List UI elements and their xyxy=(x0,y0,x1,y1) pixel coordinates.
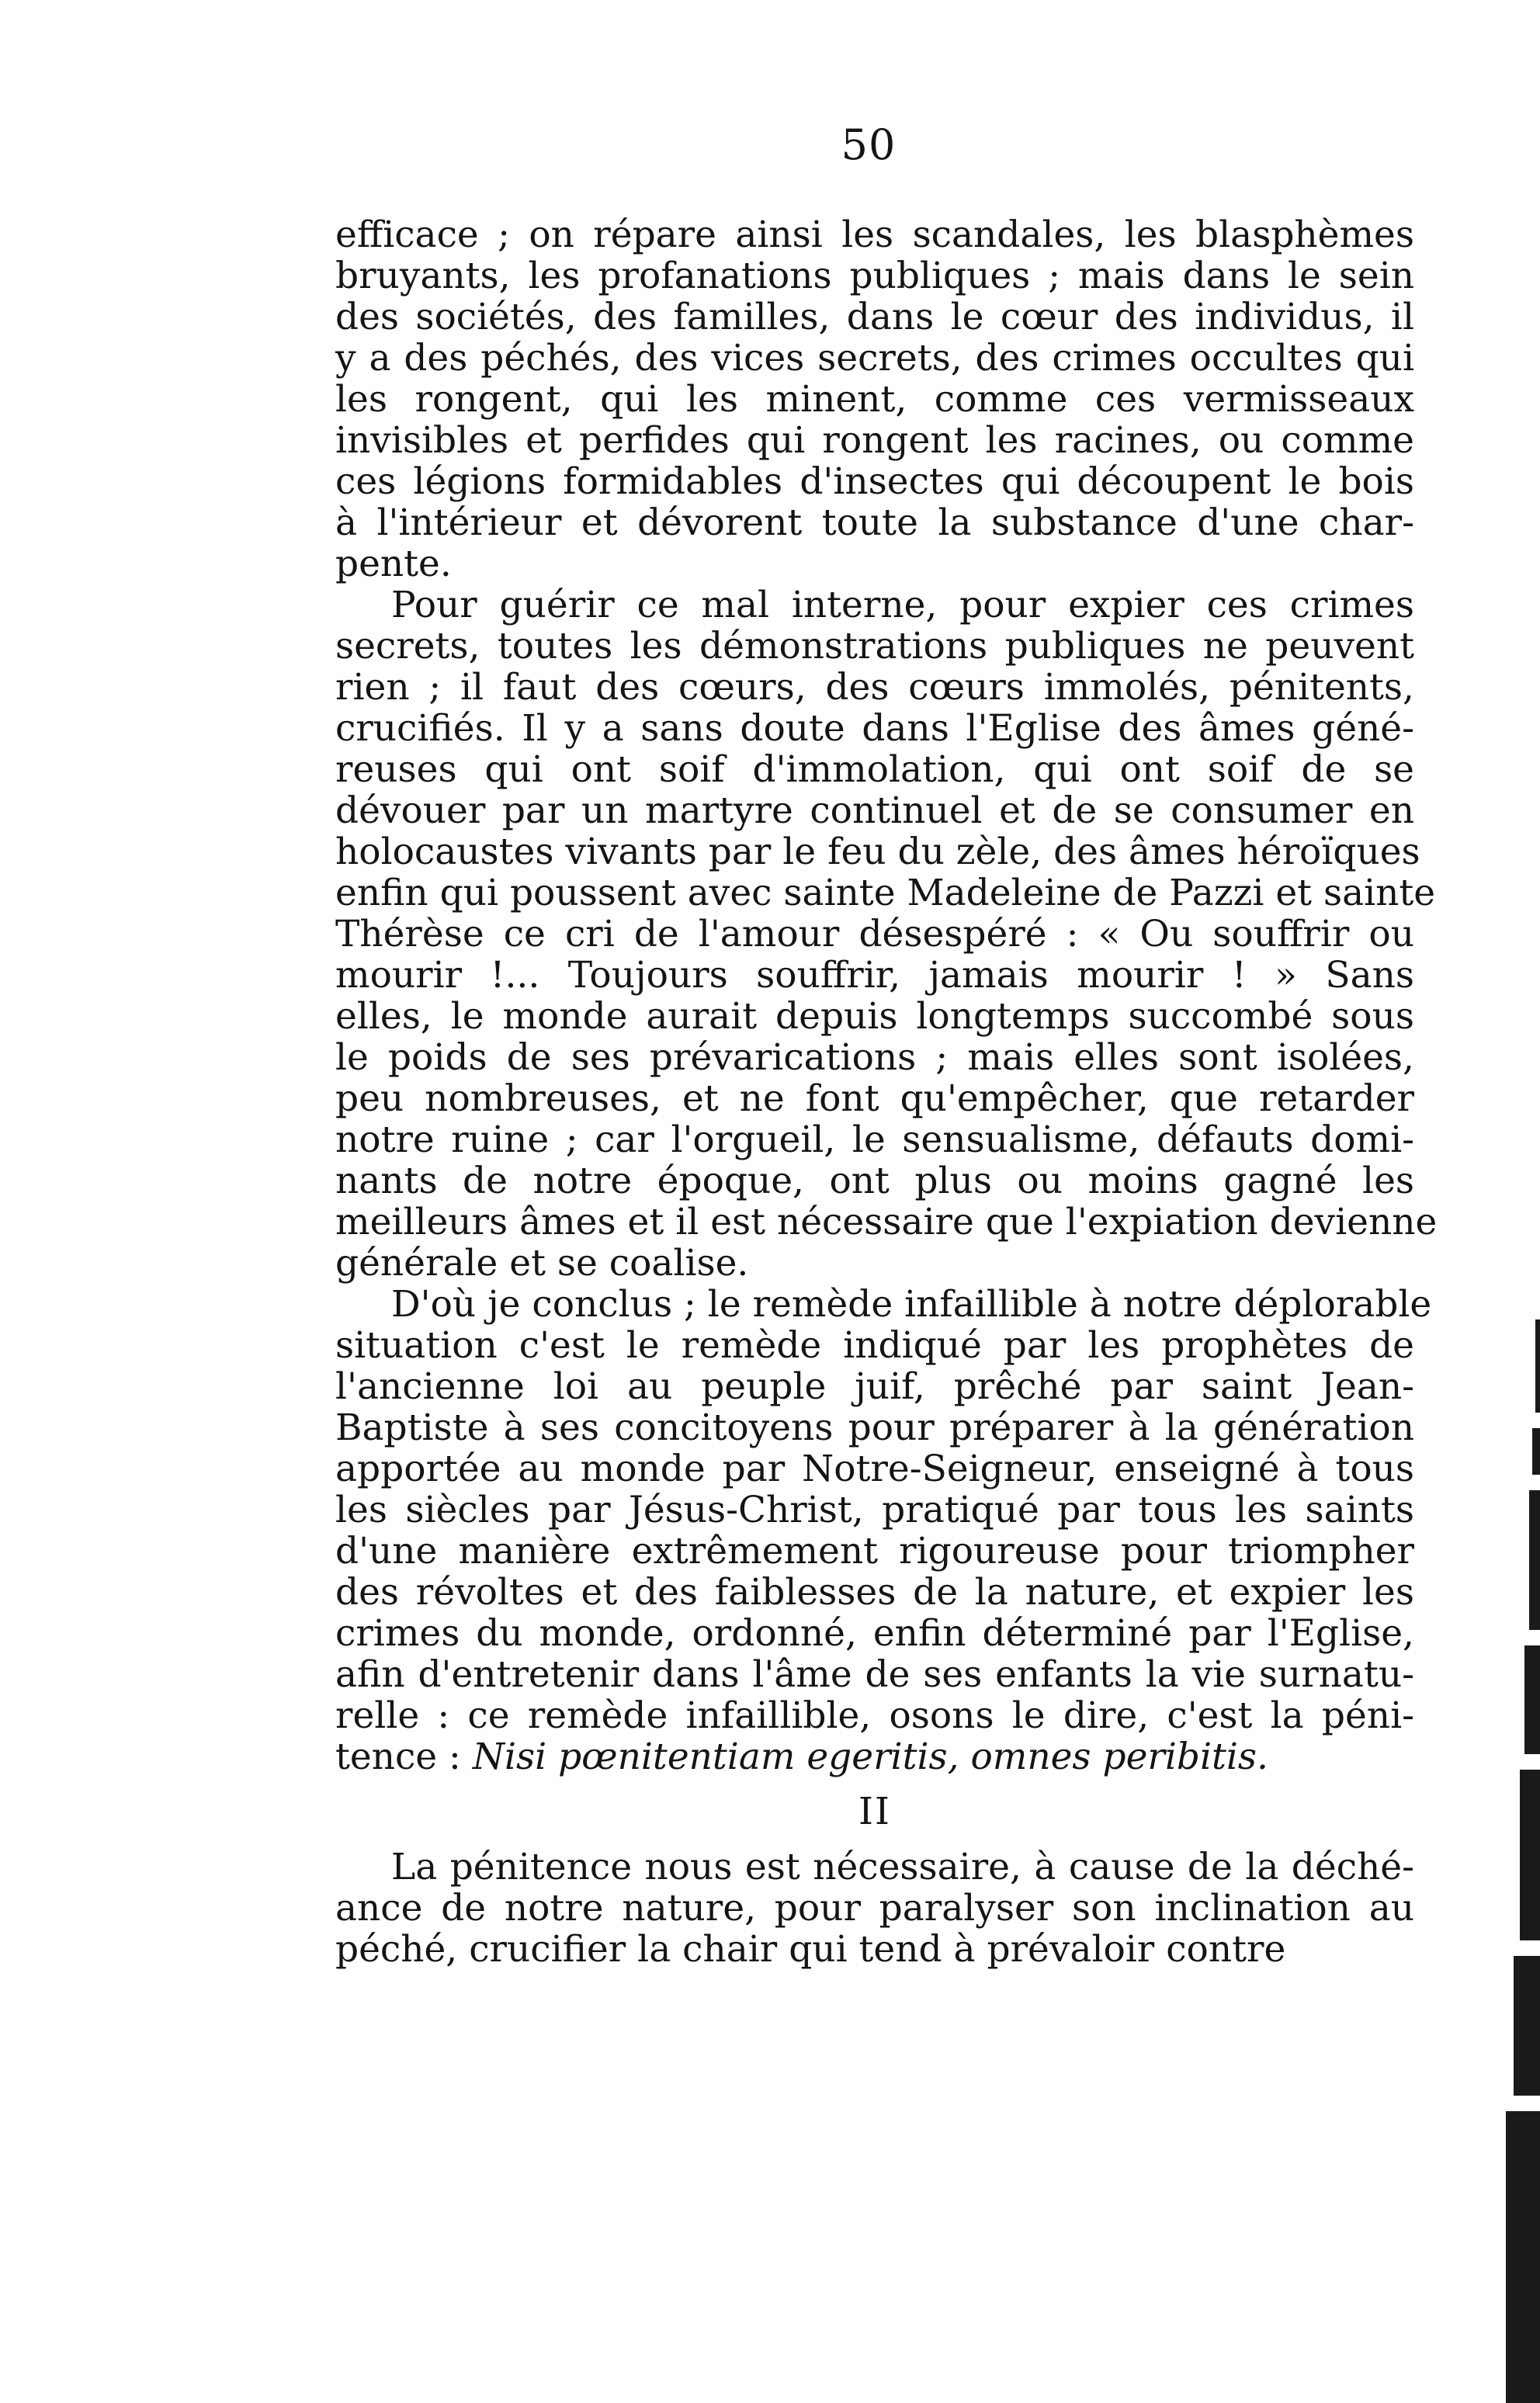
text-line: D'où je conclus ; le remède infaillible à notre déplorable xyxy=(391,1283,1432,1326)
text-line: mourir !... Toujours souffrir, jamais mourir ! » Sans xyxy=(335,954,1414,997)
text-line: Baptiste à ses concitoyens pour préparer à la génération xyxy=(335,1406,1414,1449)
text-line: d'une manière extrêmement rigoureuse pour triompher xyxy=(335,1530,1414,1573)
paragraph-1 xyxy=(335,214,1414,584)
text-fragment: tence : xyxy=(335,1736,473,1778)
text-line: holocaustes vivants par le feu du zèle, des âmes héroïques xyxy=(335,830,1420,873)
text-line: pente. xyxy=(335,543,452,585)
paragraph-2 xyxy=(335,584,1438,1285)
text-line: secrets, toutes les démonstrations publiques ne peuvent xyxy=(335,625,1414,668)
text-line: à l'intérieur et dévorent toute la substance d'une char- xyxy=(335,501,1414,544)
binding-edge-shadow xyxy=(1493,1319,1540,2403)
text-line: apportée au monde par Notre-Seigneur, enseigné à tous xyxy=(335,1448,1414,1490)
text-line: notre ruine ; car l'orgueil, le sensualisme, défauts domi- xyxy=(335,1118,1414,1161)
edge-strip xyxy=(1514,1956,1540,2096)
paragraph-3 xyxy=(335,1283,1432,1778)
edge-strip xyxy=(1506,2111,1540,2403)
text-line: crucifiés. Il y a sans doute dans l'Eglise des âmes géné- xyxy=(335,707,1414,750)
edge-strip xyxy=(1524,1645,1540,1754)
text-line: rien ; il faut des cœurs, des cœurs immolés, pénitents, xyxy=(335,666,1414,709)
text-line: le poids de ses prévarications ; mais elles sont isolées, xyxy=(335,1036,1414,1079)
text-line: invisibles et perfides qui rongent les racines, ou comme xyxy=(335,419,1414,462)
text-line xyxy=(335,1736,1414,1777)
text-line: crimes du monde, ordonné, enfin déterminé par l'Eglise, xyxy=(335,1612,1414,1655)
latin-quotation: Nisi pœnitentiam egeritis, omnes peribitis. xyxy=(472,1736,1268,1778)
text-line: les siècles par Jésus-Christ, pratiqué par tous les saints xyxy=(335,1489,1414,1531)
page-number: 50 xyxy=(841,120,897,169)
text-line: bruyants, les profanations publiques ; mais dans le sein xyxy=(335,255,1414,297)
text-line: les rongent, qui les minent, comme ces vermisseaux xyxy=(335,378,1414,421)
body-text xyxy=(335,213,1438,1971)
text-line: elles, le monde aurait depuis longtemps succombé sous xyxy=(335,995,1414,1038)
text-line: efficace ; on répare ainsi les scandales, les blasphèmes xyxy=(335,213,1414,256)
text-line: ance de notre nature, pour paralyser son inclination au xyxy=(335,1887,1414,1930)
edge-strip xyxy=(1535,1319,1540,1413)
text-line: l'ancienne loi au peuple juif, prêché par saint Jean- xyxy=(335,1365,1414,1408)
edge-strip xyxy=(1529,1490,1540,1630)
paragraph-4 xyxy=(335,1846,1414,1970)
text-line: La pénitence nous est nécessaire, à cause de la déché- xyxy=(391,1846,1414,1888)
text-line: meilleurs âmes et il est nécessaire que l'expiation devienne xyxy=(335,1201,1438,1243)
text-line: des révoltes et des faiblesses de la nature, et expier les xyxy=(335,1571,1414,1614)
text-line: Thérèse ce cri de l'amour désespéré : « Ou souffrir ou xyxy=(335,913,1414,955)
section-heading: II xyxy=(858,1790,891,1833)
text-line: péché, crucifier la chair qui tend à prévaloir contre xyxy=(335,1928,1286,1971)
text-line: nants de notre époque, ont plus ou moins gagné les xyxy=(335,1160,1414,1202)
text-line: situation c'est le remède indiqué par les prophètes de xyxy=(335,1324,1414,1367)
text-line: afin d'entretenir dans l'âme de ses enfants la vie surnatu- xyxy=(335,1653,1414,1696)
text-line: Pour guérir ce mal interne, pour expier ces crimes xyxy=(391,584,1414,626)
edge-strip xyxy=(1532,1428,1540,1475)
text-line: enfin qui poussent avec sainte Madeleine de Pazzi et sainte xyxy=(335,872,1436,914)
text-line: reuses qui ont soif d'immolation, qui ont soif de se xyxy=(335,748,1414,791)
text-line: des sociétés, des familles, dans le cœur des individus, il xyxy=(335,296,1414,338)
edge-strip xyxy=(1520,1770,1540,1940)
text-line: y a des péchés, des vices secrets, des crimes occultes qui xyxy=(335,337,1414,380)
text-line: peu nombreuses, et ne font qu'empêcher, que retarder xyxy=(335,1077,1414,1120)
text-line: ces légions formidables d'insectes qui découpent le bois xyxy=(335,460,1414,503)
text-line: relle : ce remède infaillible, osons le dire, c'est la péni- xyxy=(335,1694,1414,1737)
text-line: générale et se coalise. xyxy=(335,1242,749,1285)
text-line: dévouer par un martyre continuel et de se consumer en xyxy=(335,789,1414,832)
